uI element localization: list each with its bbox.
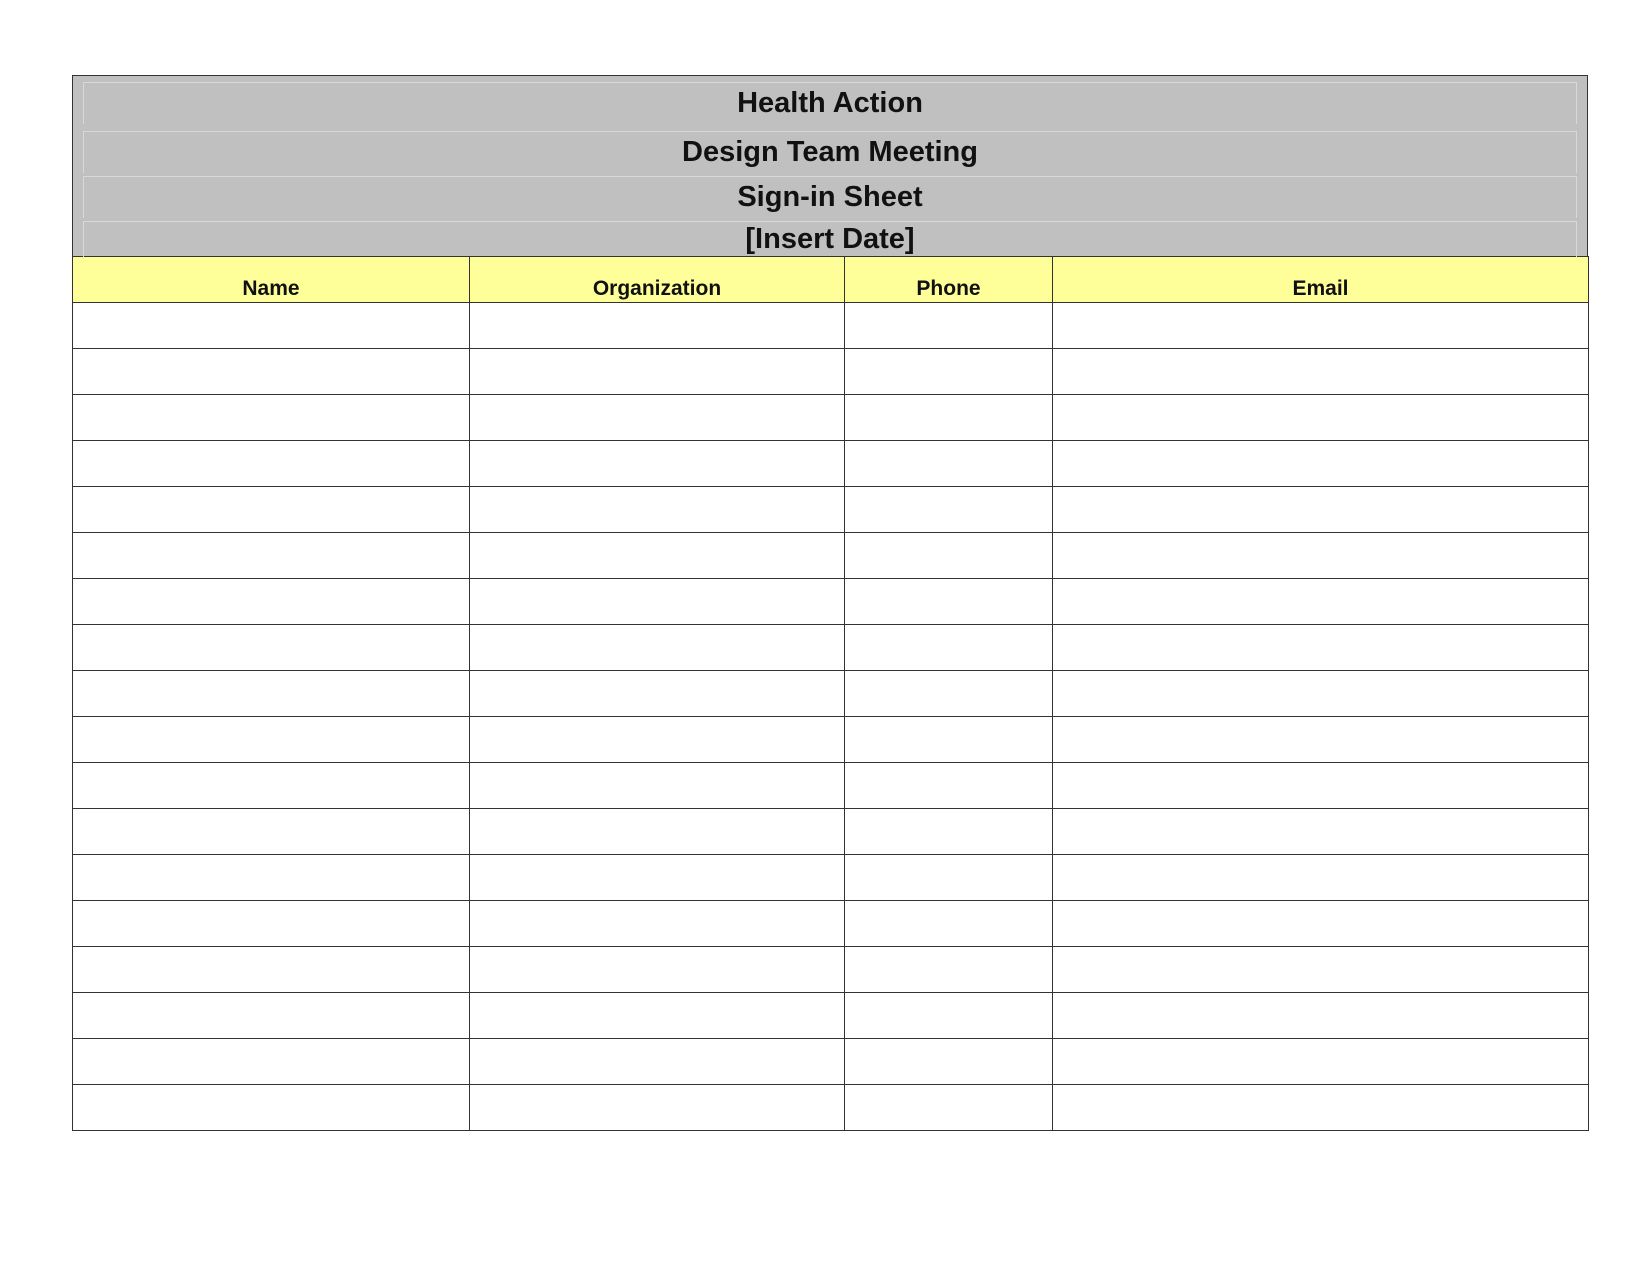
phone-cell[interactable]	[845, 1085, 1053, 1131]
phone-cell[interactable]	[845, 533, 1053, 579]
email-cell[interactable]	[1053, 993, 1589, 1039]
organization-cell[interactable]	[470, 947, 845, 993]
phone-cell[interactable]	[845, 717, 1053, 763]
phone-cell[interactable]	[845, 901, 1053, 947]
title-document-type: Sign-in Sheet	[83, 176, 1577, 218]
organization-cell[interactable]	[470, 1085, 845, 1131]
organization-cell[interactable]	[470, 671, 845, 717]
organization-cell[interactable]	[470, 487, 845, 533]
phone-cell[interactable]	[845, 303, 1053, 349]
email-cell[interactable]	[1053, 901, 1589, 947]
table-row	[73, 901, 1589, 947]
name-cell[interactable]	[73, 671, 470, 717]
phone-cell[interactable]	[845, 993, 1053, 1039]
name-cell[interactable]	[73, 625, 470, 671]
name-cell[interactable]	[73, 901, 470, 947]
table-row	[73, 1039, 1589, 1085]
name-cell[interactable]	[73, 993, 470, 1039]
name-cell[interactable]	[73, 533, 470, 579]
organization-cell[interactable]	[470, 901, 845, 947]
title-date-placeholder: [Insert Date]	[83, 221, 1577, 257]
name-cell[interactable]	[73, 947, 470, 993]
sign-in-table	[72, 256, 1589, 1131]
phone-cell[interactable]	[845, 855, 1053, 901]
table-row	[73, 625, 1589, 671]
table-row	[73, 993, 1589, 1039]
email-cell[interactable]	[1053, 441, 1589, 487]
organization-cell[interactable]	[470, 349, 845, 395]
table-row	[73, 717, 1589, 763]
organization-cell[interactable]	[470, 579, 845, 625]
phone-cell[interactable]	[845, 487, 1053, 533]
organization-cell[interactable]	[470, 855, 845, 901]
column-header-email: Email	[1053, 257, 1589, 303]
phone-cell[interactable]	[845, 579, 1053, 625]
organization-cell[interactable]	[470, 533, 845, 579]
column-header-name: Name	[73, 257, 470, 303]
phone-cell[interactable]	[845, 947, 1053, 993]
table-row	[73, 1085, 1589, 1131]
email-cell[interactable]	[1053, 809, 1589, 855]
email-cell[interactable]	[1053, 395, 1589, 441]
email-cell[interactable]	[1053, 671, 1589, 717]
phone-cell[interactable]	[845, 395, 1053, 441]
sign-in-sheet	[72, 75, 1588, 1131]
organization-cell[interactable]	[470, 441, 845, 487]
email-cell[interactable]	[1053, 1085, 1589, 1131]
table-row	[73, 441, 1589, 487]
email-cell[interactable]	[1053, 947, 1589, 993]
organization-cell[interactable]	[470, 763, 845, 809]
name-cell[interactable]	[73, 1039, 470, 1085]
table-row	[73, 809, 1589, 855]
email-cell[interactable]	[1053, 855, 1589, 901]
table-row	[73, 947, 1589, 993]
name-cell[interactable]	[73, 303, 470, 349]
sign-in-rows	[73, 303, 1589, 1131]
table-row	[73, 303, 1589, 349]
email-cell[interactable]	[1053, 717, 1589, 763]
organization-cell[interactable]	[470, 303, 845, 349]
organization-cell[interactable]	[470, 1039, 845, 1085]
table-row	[73, 395, 1589, 441]
name-cell[interactable]	[73, 1085, 470, 1131]
name-cell[interactable]	[73, 395, 470, 441]
table-row	[73, 349, 1589, 395]
name-cell[interactable]	[73, 809, 470, 855]
organization-cell[interactable]	[470, 625, 845, 671]
email-cell[interactable]	[1053, 303, 1589, 349]
organization-cell[interactable]	[470, 993, 845, 1039]
name-cell[interactable]	[73, 487, 470, 533]
email-cell[interactable]	[1053, 1039, 1589, 1085]
header-row	[73, 257, 1589, 303]
phone-cell[interactable]	[845, 349, 1053, 395]
table-row	[73, 855, 1589, 901]
phone-cell[interactable]	[845, 809, 1053, 855]
email-cell[interactable]	[1053, 487, 1589, 533]
table-row	[73, 579, 1589, 625]
title-organization: Health Action	[83, 82, 1577, 124]
email-cell[interactable]	[1053, 763, 1589, 809]
title-block	[72, 75, 1588, 256]
phone-cell[interactable]	[845, 763, 1053, 809]
organization-cell[interactable]	[470, 809, 845, 855]
phone-cell[interactable]	[845, 441, 1053, 487]
name-cell[interactable]	[73, 717, 470, 763]
phone-cell[interactable]	[845, 625, 1053, 671]
table-row	[73, 533, 1589, 579]
title-meeting-name: Design Team Meeting	[83, 131, 1577, 173]
email-cell[interactable]	[1053, 625, 1589, 671]
table-row	[73, 671, 1589, 717]
table-row	[73, 487, 1589, 533]
column-header-organization: Organization	[470, 257, 845, 303]
name-cell[interactable]	[73, 579, 470, 625]
name-cell[interactable]	[73, 349, 470, 395]
email-cell[interactable]	[1053, 533, 1589, 579]
name-cell[interactable]	[73, 441, 470, 487]
name-cell[interactable]	[73, 855, 470, 901]
phone-cell[interactable]	[845, 1039, 1053, 1085]
organization-cell[interactable]	[470, 717, 845, 763]
column-header-phone: Phone	[845, 257, 1053, 303]
table-row	[73, 763, 1589, 809]
email-cell[interactable]	[1053, 579, 1589, 625]
name-cell[interactable]	[73, 763, 470, 809]
email-cell[interactable]	[1053, 349, 1589, 395]
phone-cell[interactable]	[845, 671, 1053, 717]
organization-cell[interactable]	[470, 395, 845, 441]
